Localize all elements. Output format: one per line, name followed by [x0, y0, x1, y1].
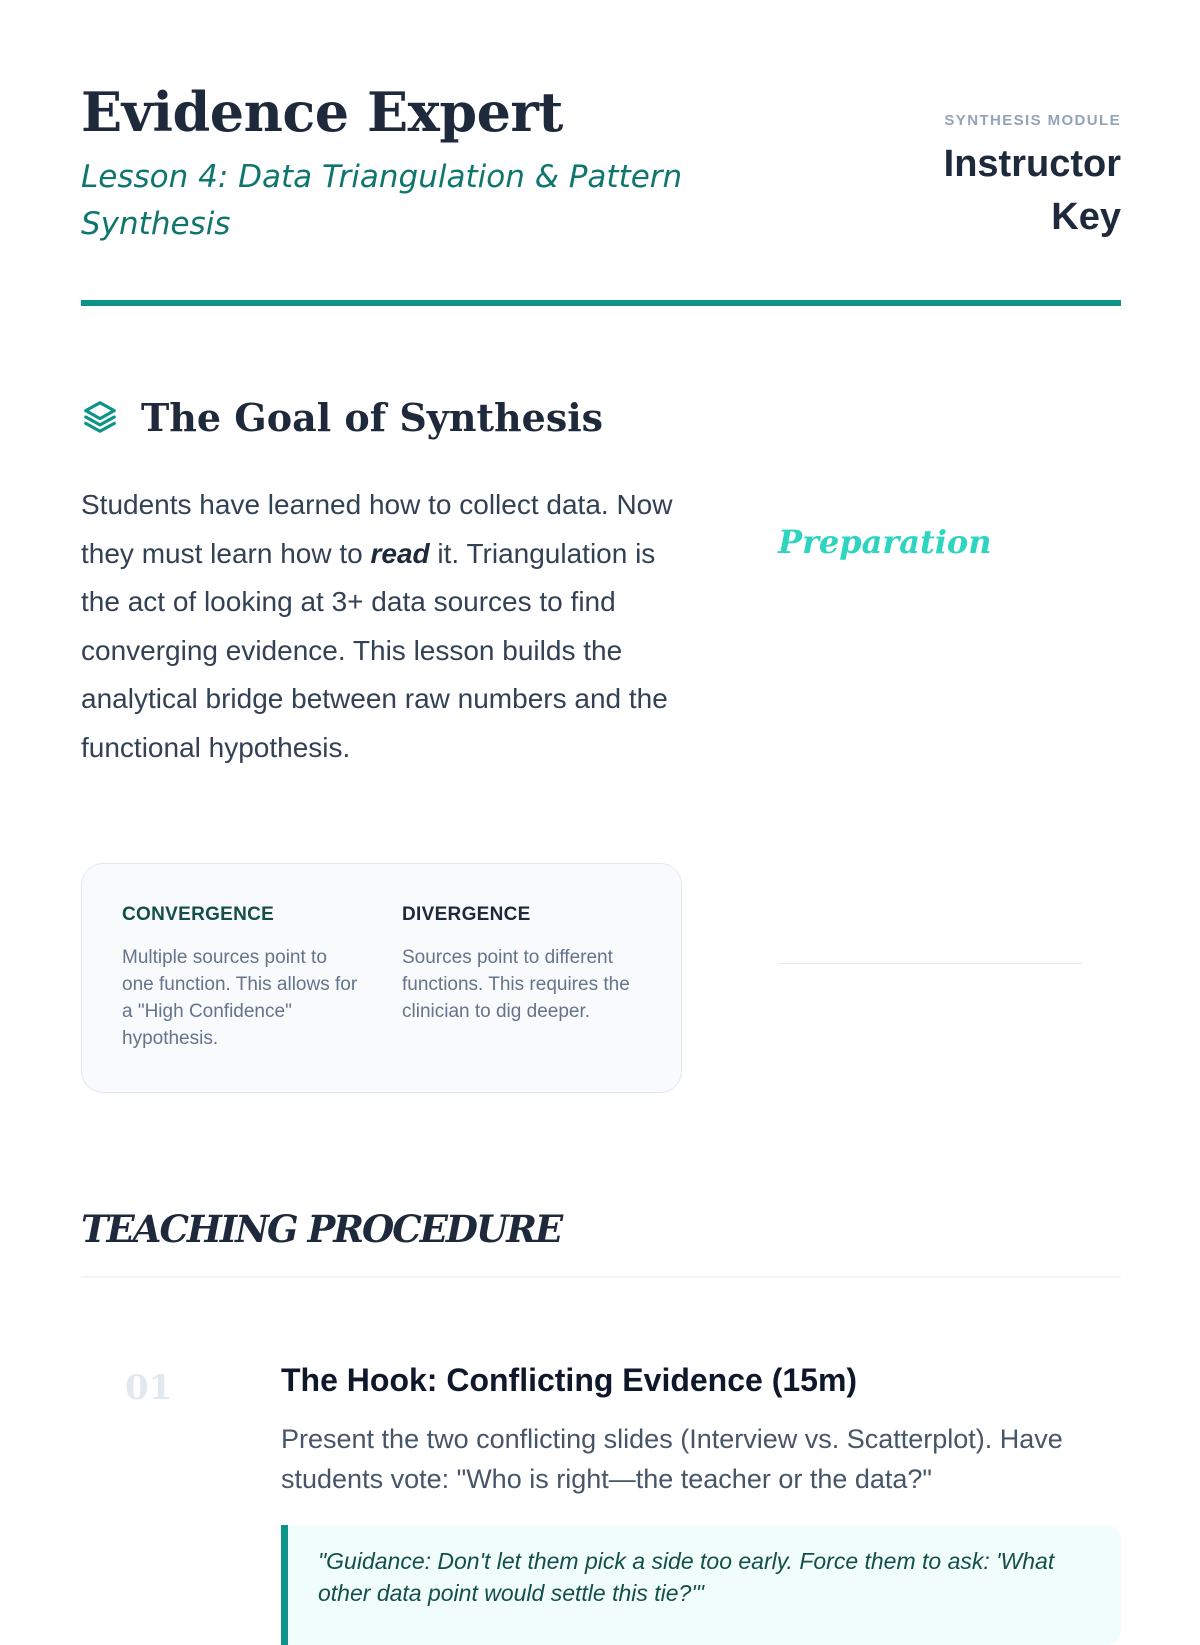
layers-icon	[81, 398, 119, 436]
intro-text-start: Students have learned how to collect data. Now they must learn how to	[81, 489, 673, 569]
instructor-key-page	[81, 0, 1121, 1606]
step-number: 01	[125, 1368, 173, 1408]
procedure-heading: TEACHING PROCEDURE	[81, 1207, 562, 1251]
step-title: The Hook: Conflicting Evidence (15m)	[281, 1362, 858, 1398]
document-title: Evidence Expert	[81, 80, 563, 144]
intro-text-end: it. Triangulation is the act of looking at 3+ data sources to find converging evidence. This lesson builds the analytical bridge between raw numbers and the functional hypothesis.	[81, 537, 668, 763]
guidance-text: "Guidance: Don't let them pick a side too early. Force them to ask: 'What other data point would settle this tie?'"	[318, 1548, 1055, 1606]
intro-emphasis: read	[370, 537, 430, 569]
module-label: SYNTHESIS MODULE	[944, 112, 1121, 129]
document-header	[81, 80, 1121, 300]
convergence-heading: CONVERGENCE	[122, 904, 275, 925]
convergence-text: Multiple sources point to one function. This allows for a "High Confidence" hypothesis.	[122, 947, 358, 1049]
guidance-callout	[281, 1525, 1121, 1645]
lesson-subtitle: Lesson 4: Data Triangulation & Pattern Synthesis	[81, 159, 683, 242]
convergence-column	[122, 904, 362, 1052]
step-description: Present the two conflicting slides (Interview vs. Scatterplot). Have students vote: "Who is right—the teacher or the data?"	[281, 1424, 1063, 1494]
preparation-divider	[778, 963, 1082, 964]
goal-section-heading	[81, 392, 603, 442]
divergence-column	[402, 904, 642, 1025]
header-divider	[81, 300, 1121, 306]
goal-intro-paragraph	[81, 481, 681, 773]
divergence-heading: DIVERGENCE	[402, 904, 531, 925]
procedure-divider	[81, 1276, 1121, 1278]
divergence-text: Sources point to different functions. This requires the clinician to dig deeper.	[402, 947, 630, 1022]
goal-section-title: The Goal of Synthesis	[141, 394, 604, 440]
module-title: Instructor Key	[943, 143, 1121, 238]
convergence-divergence-card	[81, 863, 682, 1093]
preparation-label: Preparation	[778, 523, 992, 561]
